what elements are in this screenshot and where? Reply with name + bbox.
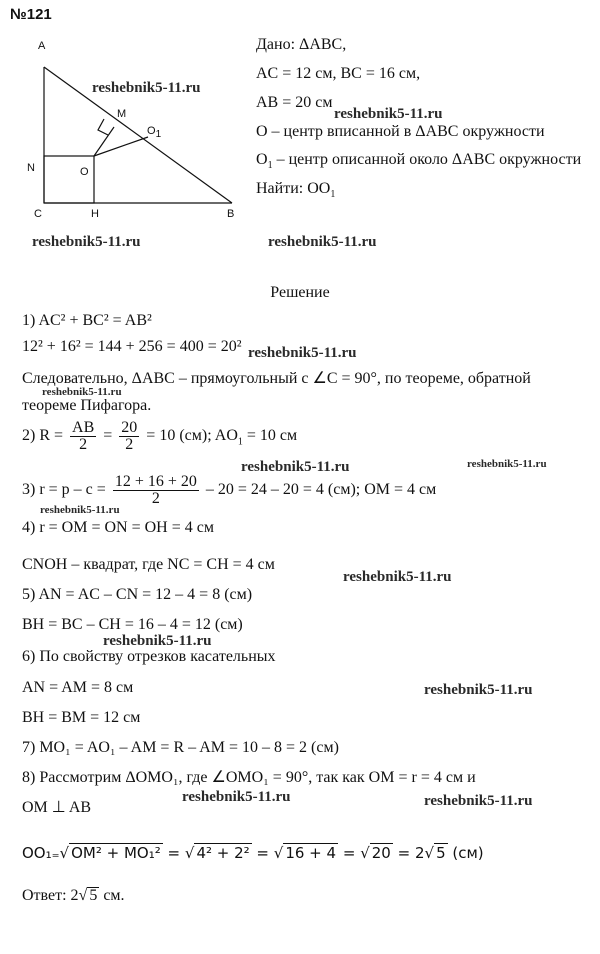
watermark: reshebnik5-11.ru: [182, 789, 291, 805]
step-1-calc: 12² + 16² = 144 + 256 = 400 = 20²: [22, 338, 242, 355]
label-c: C: [34, 208, 42, 220]
watermark-small: reshebnik5-11.ru: [40, 504, 120, 516]
triangle-figure: [0, 40, 250, 230]
watermark: reshebnik5-11.ru: [268, 234, 377, 250]
watermark: reshebnik5-11.ru: [103, 633, 212, 649]
step-6-c: BH = BM = 12 см: [22, 709, 141, 726]
step-1-conclusion: Следовательно, ΔABC – прямоугольный с ∠C = 90°, по теореме, обратной: [22, 370, 531, 387]
watermark-small: reshebnik5-11.ru: [42, 386, 122, 398]
watermark-small: reshebnik5-11.ru: [467, 458, 547, 470]
label-n: N: [27, 162, 35, 174]
step-2: 2) R = $\frac{AB}{2}$ = $\frac{20}{2}$ = 10 (см); $AO_1 = 10$ см: [22, 419, 298, 453]
watermark: reshebnik5-11.ru: [92, 80, 201, 96]
segment-oo1: [94, 137, 148, 156]
step-1: 1) AC² + BC² = AB²: [22, 312, 152, 329]
segment-om: [94, 127, 114, 156]
step-3: 3) r = p – c = $\frac{12 + 16 + 20}{2}$ – 20 = 24 – 20 = 4 (см); OM = 4 см: [22, 473, 437, 507]
step-7: 7) MO₁ = AO₁ – AM = R – AM = 10 – 8 = 2 (см): [22, 739, 339, 756]
label-m: M: [117, 108, 127, 120]
fraction: $\frac{AB}{2}$: [72, 419, 95, 453]
answer: Ответ: 2√ 5 см.: [22, 887, 125, 904]
right-angle-mark: [98, 119, 108, 135]
step-4: 4) r = OM = ON = OH = 4 см: [22, 519, 214, 536]
watermark: reshebnik5-11.ru: [424, 793, 533, 809]
step-5: 5) AN = AC – CN = 12 – 4 = 8 (см): [22, 586, 253, 603]
step-9-formula: OO₁₌√ OM² + MO₁² = √ 4² + 2² = √ 16 + 4 = √ 20 = 2√ 5 (см): [22, 844, 484, 862]
watermark: reshebnik5-11.ru: [424, 682, 533, 698]
label-a: A: [38, 40, 46, 52]
given-line-6: Найти: $OO_1$: [256, 180, 336, 201]
given-line-4: O – центр вписанной в ΔABC окружности: [256, 123, 545, 140]
label-h: H: [91, 208, 99, 220]
watermark: reshebnik5-11.ru: [241, 459, 350, 475]
fraction: $\frac{12 + 16 + 20}{2}$: [114, 473, 197, 507]
step-6-b: AN = AM = 8 см: [22, 679, 134, 696]
label-b: B: [227, 208, 235, 220]
step-8: 8) Рассмотрим ΔOMO₁, где ∠OMO₁ = 90°, так как OM = r = 4 см и: [22, 769, 476, 786]
watermark: reshebnik5-11.ru: [334, 106, 443, 122]
problem-number: №121: [10, 6, 52, 23]
given-line-5: $O_1$ – центр описанной около ΔABC окружности: [256, 151, 582, 172]
given-line-2: AC = 12 см, BC = 16 см,: [256, 65, 421, 82]
step-4-square: CNOH – квадрат, где NC = CH = 4 см: [22, 556, 275, 573]
watermark: reshebnik5-11.ru: [343, 569, 452, 585]
step-5-b: BH = BC – CH = 16 – 4 = 12 (см): [22, 616, 243, 633]
step-6: 6) По свойству отрезков касательных: [22, 648, 276, 665]
square-cnoh: [44, 156, 94, 203]
fraction: $\frac{20}{2}$: [121, 419, 138, 453]
step-1-conclusion-2: теореме Пифагора.: [22, 397, 152, 414]
given-line-1: Дано: ΔABC,: [256, 36, 347, 53]
label-o1: $O_1$: [147, 125, 162, 141]
solution-heading: Решение: [270, 284, 330, 301]
step-8-b: OM ⊥ AB: [22, 799, 92, 816]
watermark: reshebnik5-11.ru: [248, 345, 357, 361]
watermark: reshebnik5-11.ru: [32, 234, 141, 250]
label-o: O: [80, 166, 89, 178]
given-line-3: AB = 20 см: [256, 94, 333, 111]
